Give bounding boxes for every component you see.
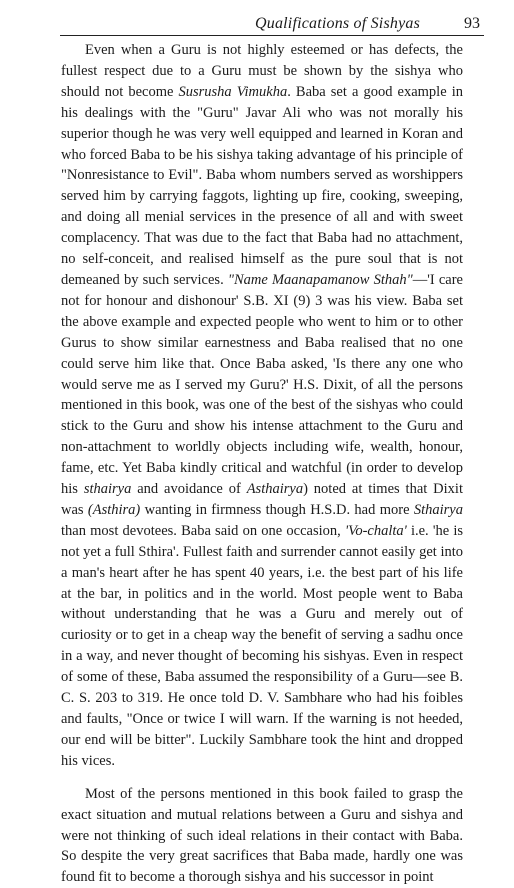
paragraph: [61, 784, 463, 888]
paragraph: [61, 40, 463, 772]
italic-term: Asthairya: [246, 481, 304, 498]
text-run: Even when a Guru is not highly esteemed or has defects, the fullest respect due to a Guru must be shown by the sishya who should not become: [61, 42, 463, 100]
running-header: [60, 14, 484, 36]
text-run: ) noted at times that Dixit was: [61, 481, 463, 518]
italic-term: "Name Maanapamanow Sthah": [227, 271, 413, 288]
italic-term: (Asthira): [87, 501, 141, 518]
running-title: Qualifications of Sishyas: [255, 15, 420, 32]
italic-term: 'Vo-chalta': [344, 522, 407, 539]
text-run: i.e. 'he is not yet a full Sthira'. Fullest faith and surrender cannot easily get into a man's heart after he has spent 40 years, i.e. the best part of his life at the bar, in politics and in the world. Most people went to Baba without understanding that he was a Guru and merely out of curiosity or to get in a cheap way the benefit of serving a sadhu once in a way, and never thought of becoming his sishyas. Even in respect of some of these, Baba assumed the responsibility of a Guru—see B. C. S. 203 to 319. He once told D. V. Sambhare who had his foibles and faults, "Once or twice I will warn. If the warning is not heeded, our end will be bitter". Luckily Sambhare took the hint and dropped his vices.: [61, 522, 463, 769]
text-run: Most of the persons mentioned in this book failed to grasp the exact situation and mutual relations between a Guru and sishya and were not thinking of such ideal relations in their contact with Baba. So despite the very great sacrifices that Baba made, hardly one was found fit to become a thorough sishya and his successor in point: [61, 785, 463, 886]
text-run: . Baba set a good example in his dealings with the "Guru" Javar Ali who was not morally his superior though he was very well equipped and learned in Koran and who forced Baba to be his sishya taking advantage of his principle of "Nonresistance to Evil". Baba whom numbers served as worshippers served him by carrying faggots, lighting up fire, cooking, sweeping, and doing all menial services in the presence of all and with sweet complacency. That was due to the fact that Baba had no attachment, no self-conceit, and realised himself as the pure soul that is not demeaned by such services.: [61, 83, 463, 288]
italic-term: Sthairya: [413, 501, 463, 518]
text-run: and avoidance of: [131, 481, 247, 498]
text-run: than most devotees. Baba said on one occasion,: [61, 522, 345, 539]
text-run: —'I care not for honour and dishonour' S.B. XI (9) 3 was his view. Baba set the above example and expected people who went to him or to other Gurus to show similar earnestness and Baba realised that no one could serve him like that. Once Baba asked, 'Is there any one who would serve me as I served my Guru?' H.S. Dixit, of all the persons mentioned in this book, was one of the best of the sishyas who could stick to the Guru and show his intense attachment to the Guru and non-attachment to worldly objects including wife, wealth, honour, fame, etc. Yet Baba kindly critical and watchful (in order to develop his: [61, 271, 463, 498]
page-number: 93: [464, 15, 480, 32]
text-run: wanting in firmness though H.S.D. had more: [140, 501, 414, 518]
italic-term: Susrusha Vimukha: [178, 83, 288, 100]
page-body: [61, 40, 463, 888]
italic-term: sthairya: [83, 481, 132, 498]
